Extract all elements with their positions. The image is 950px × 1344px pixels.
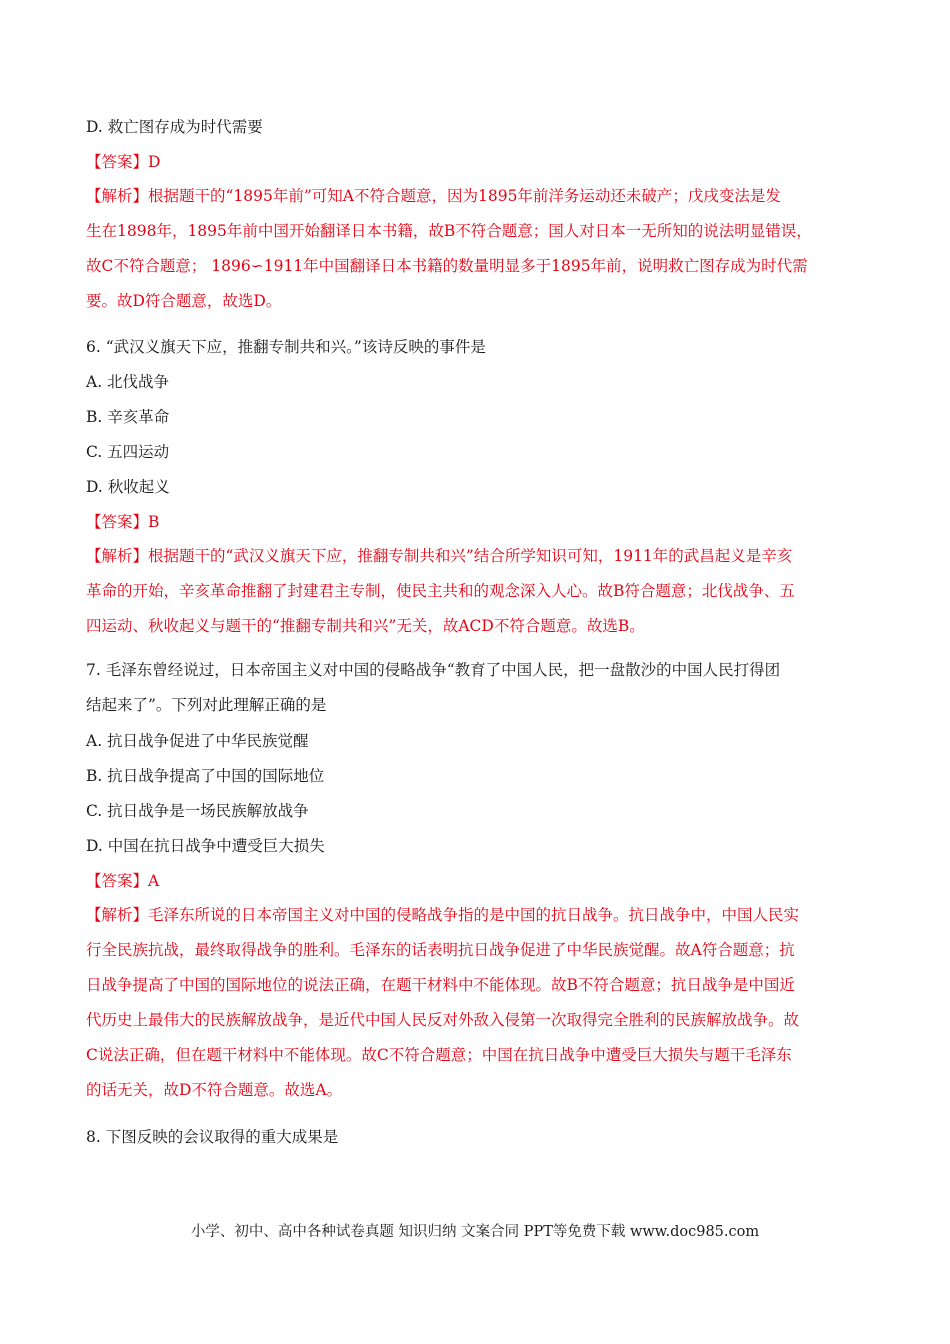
q7-analysis-line: 日战争提高了中国的国际地位的说法正确，在题干材料中不能体现。故B不符合题意；抗日战争是中国近 [86, 976, 795, 994]
q5-analysis-line: 故C不符合题意； 1896∽1911年中国翻译日本书籍的数量明显多于1895年前，说明救亡图存成为时代需 [86, 257, 808, 275]
q6-option-a: A. 北伐战争 [86, 373, 170, 391]
q7-analysis-line: 【解析】毛泽东所说的日本帝国主义对中国的侵略战争指的是中国的抗日战争。抗日战争中，中国人民实 [86, 906, 800, 924]
q7-stem-line2: 结起来了”。下列对此理解正确的是 [86, 696, 327, 714]
q6-stem: 6. “武汉义旗天下应，推翻专制共和兴。”该诗反映的事件是 [86, 338, 486, 356]
q7-analysis-line: 的话无关，故D不符合题意。故选A。 [86, 1081, 343, 1099]
q5-analysis-line: 要。故D符合题意，故选D。 [86, 292, 282, 310]
q7-analysis-line: C说法正确，但在题干材料中不能体现。故C不符合题意；中国在抗日战争中遭受巨大损失与题干毛泽东 [86, 1046, 792, 1064]
q5-analysis [86, 179, 864, 319]
q7-option-d: D. 中国在抗日战争中遭受巨大损失 [86, 837, 325, 855]
q7-analysis [86, 898, 864, 1108]
q6-option-c: C. 五四运动 [86, 443, 170, 461]
q5-analysis-line: 【解析】根据题干的“1895年前”可知A不符合题意，因为1895年前洋务运动还未破产；戊戌变法是发 [86, 187, 781, 205]
q6-analysis-line: 革命的开始，辛亥革命推翻了封建君主专制，使民主共和的观念深入人心。故B符合题意；北伐战争、五 [86, 582, 795, 600]
q6-analysis-line: 【解析】根据题干的“武汉义旗天下应，推翻专制共和兴”结合所学知识可知，1911年的武昌起义是辛亥 [86, 547, 793, 565]
q5-option-d: D. 救亡图存成为时代需要 [86, 118, 263, 136]
q7-stem-line1: 7. 毛泽东曾经说过，日本帝国主义对中国的侵略战争“教育了中国人民，把一盘散沙的中国人民打得团 [86, 661, 781, 679]
q7-analysis-line: 行全民族抗战，最终取得战争的胜利。毛泽东的话表明抗日战争促进了中华民族觉醒。故A符合题意；抗 [86, 941, 795, 959]
q7-analysis-line: 代历史上最伟大的民族解放战争，是近代中国人民反对外敌入侵第一次取得完全胜利的民族解放战争。故 [86, 1011, 800, 1029]
q6-option-d: D. 秋收起义 [86, 478, 170, 496]
q7-option-b: B. 抗日战争提高了中国的国际地位 [86, 767, 325, 785]
q6-analysis [86, 539, 864, 644]
q6-option-b: B. 辛亥革命 [86, 408, 170, 426]
q7-option-c: C. 抗日战争是一场民族解放战争 [86, 802, 309, 820]
q6-analysis-line: 四运动、秋收起义与题干的“推翻专制共和兴”无关，故ACD不符合题意。故选B。 [86, 617, 645, 635]
q8-stem: 8. 下图反映的会议取得的重大成果是 [86, 1128, 339, 1146]
q7-option-a: A. 抗日战争促进了中华民族觉醒 [86, 732, 309, 750]
q5-answer: 【答案】D [86, 153, 161, 171]
q7-answer: 【答案】A [86, 872, 160, 890]
q5-analysis-line: 生在1898年，1895年前中国开始翻译日本书籍，故B不符合题意；国人对日本一无所知的说法明显错误， [86, 222, 812, 240]
q6-answer: 【答案】B [86, 513, 160, 531]
page-footer: 小学、初中、高中各种试卷真题 知识归纳 文案合同 PPT等免费下载 www.doc985.com [190, 1224, 760, 1240]
